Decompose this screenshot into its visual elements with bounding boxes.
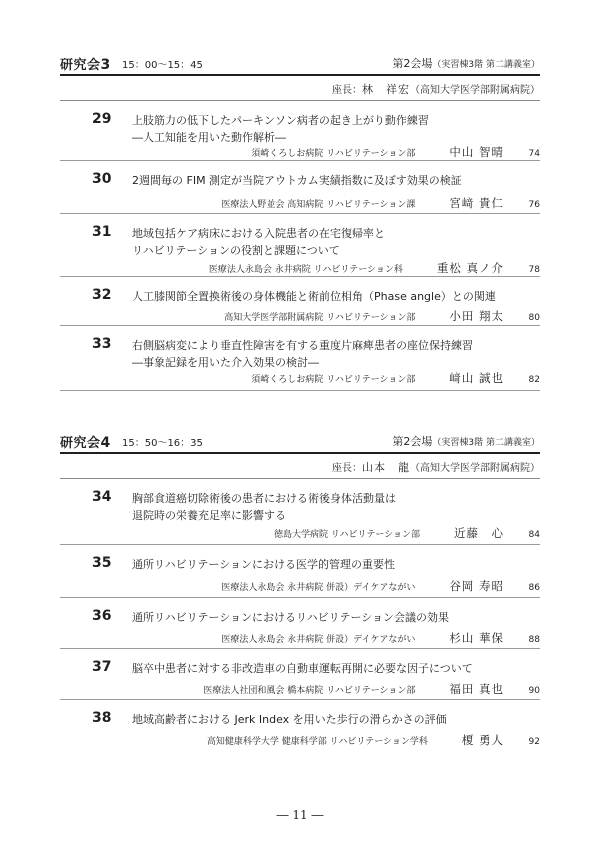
session-header	[60, 52, 540, 76]
item-affiliation: 徳島大学病院 リハビリテーション部	[273, 530, 420, 540]
item-number: 29	[92, 111, 112, 127]
item-number: 33	[92, 336, 112, 352]
session-header	[60, 430, 540, 454]
item-number: 31	[92, 224, 112, 240]
item-number: 36	[92, 608, 112, 624]
item-page: 82	[528, 375, 540, 385]
item-affiliation: 医療法人永島会 永井病院 リハビリテーション科	[208, 265, 403, 275]
program-item	[60, 326, 540, 391]
program-item	[60, 161, 540, 214]
item-author: 﨑山 誠也	[449, 371, 504, 385]
item-page: 90	[528, 686, 540, 696]
item-affiliation: 医療法人永島会 永井病院 併設）デイケアながい	[221, 635, 416, 645]
item-number: 35	[92, 555, 112, 571]
item-page: 86	[528, 583, 540, 593]
item-number: 30	[92, 171, 112, 187]
session-room: 第2会場（実習棟3階 第二講義室）	[392, 57, 540, 70]
item-title: 脳卒中患者に対する非改造車の自動車運転再開に必要な因子について	[132, 662, 473, 675]
program-item	[60, 101, 540, 161]
item-page: 88	[528, 635, 540, 645]
item-meta	[203, 681, 540, 697]
item-meta	[209, 260, 540, 276]
item-affiliation: 高知大学医学部附属病院 リハビリテーション部	[224, 313, 416, 323]
chair-line: 座長：山本 龍（高知大学医学部附属病院）	[332, 461, 540, 474]
item-number: 38	[92, 710, 112, 726]
item-page: 74	[528, 149, 540, 159]
item-affiliation: 須崎くろしお病院 リハビリテーション部	[251, 149, 416, 159]
item-meta	[251, 144, 540, 160]
item-affiliation: 医療法人社団和風会 橋本病院 リハビリテーション部	[203, 686, 416, 696]
item-page: 84	[528, 530, 540, 540]
session-time: 15：50～16：35	[122, 438, 203, 449]
item-author: 榎 勇人	[461, 733, 504, 747]
item-meta	[224, 308, 540, 324]
item-meta	[251, 370, 540, 386]
item-author: 中山 智晴	[449, 145, 504, 159]
session-title: 研究会4	[60, 435, 111, 451]
item-meta	[274, 525, 540, 541]
item-affiliation: 高知健康科学大学 健康科学部 リハビリテーション学科	[206, 737, 428, 747]
item-author: 小田 翔太	[449, 309, 504, 323]
item-title: 右側脳病変により垂直性障害を有する重度片麻痺患者の座位保持練習 ―事象記録を用いた介入効果の検討―	[132, 339, 473, 369]
item-affiliation: 須崎くろしお病院 リハビリテーション部	[251, 375, 416, 385]
item-title: 2週間毎の FIM 測定が当院アウトカム実績指数に及ぼす効果の検証	[132, 174, 462, 187]
item-page: 92	[528, 737, 540, 747]
item-page: 76	[528, 200, 540, 210]
item-title: 人工膝関節全置換術後の身体機能と術前位相角（Phase angle）との関連	[132, 290, 496, 303]
item-title: 通所リハビリテーションにおける医学的管理の重要性	[132, 558, 396, 571]
program-item	[60, 598, 540, 649]
session-room: 第2会場（実習棟3階 第二講義室）	[392, 435, 540, 448]
item-number: 32	[92, 287, 112, 303]
item-affiliation: 医療法人野並会 高知病院 リハビリテーション課	[221, 200, 416, 210]
item-meta	[221, 578, 540, 594]
item-page: 78	[528, 265, 540, 275]
program-item	[60, 277, 540, 326]
session-4	[60, 430, 540, 750]
item-title: 通所リハビリテーションにおけるリハビリテーション会議の効果	[132, 611, 450, 624]
item-author: 杉山 華保	[449, 631, 504, 645]
chair-row	[60, 454, 540, 479]
item-affiliation: 医療法人永島会 永井病院 併設）デイケアながい	[221, 583, 416, 593]
item-author: 福田 真也	[449, 682, 504, 696]
item-author: 宮﨑 貴仁	[449, 196, 504, 210]
chair-row	[60, 76, 540, 101]
program-item	[60, 545, 540, 598]
item-meta	[221, 195, 540, 211]
item-number: 34	[92, 489, 112, 505]
item-number: 37	[92, 659, 112, 675]
item-page: 80	[528, 313, 540, 323]
item-title: 上肢筋力の低下したパーキンソン病者の起き上がり動作練習 ―人工知能を用いた動作解析―	[132, 114, 429, 144]
chair-line: 座長：林 祥宏（高知大学医学部附属病院）	[332, 83, 540, 96]
item-meta	[221, 630, 540, 646]
program-item	[60, 649, 540, 700]
item-meta	[207, 732, 540, 748]
item-title: 地域包括ケア病床における入院患者の在宅復帰率と リハビリテーションの役割と課題について	[132, 227, 385, 257]
session-title: 研究会3	[60, 57, 111, 73]
item-author: 谷岡 寿昭	[449, 579, 504, 593]
item-title: 胸部食道癌切除術後の患者における術後身体活動量は 退院時の栄養充足率に影響する	[132, 492, 396, 522]
program-item	[60, 479, 540, 545]
session-time: 15：00～15：45	[122, 60, 203, 71]
item-author: 近藤 心	[454, 526, 504, 540]
item-author: 重松 真ノ介	[436, 261, 504, 275]
item-title: 地域高齢者における Jerk Index を用いた歩行の滑らかさの評価	[132, 713, 447, 726]
session-3	[60, 52, 540, 391]
program-item	[60, 214, 540, 277]
program-item	[60, 700, 540, 750]
page-number: ― 11 ―	[276, 808, 324, 822]
